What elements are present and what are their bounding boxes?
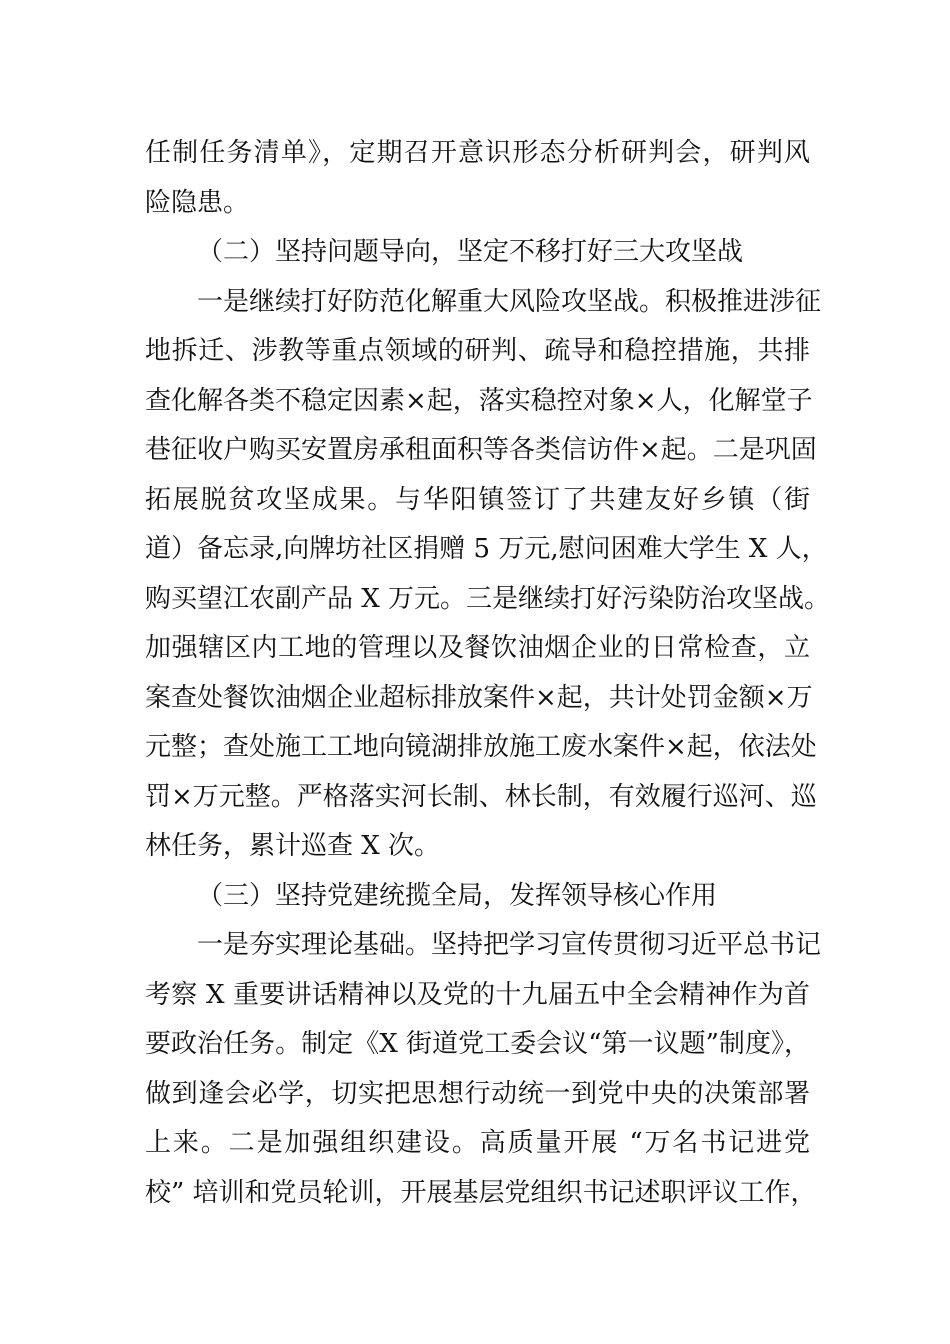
text-line: 一是继续打好防范化解重大风险攻坚战。积极推进涉征: [197, 287, 822, 317]
text-line: 拓展脱贫攻坚成果。与华阳镇签订了共建友好乡镇（街: [145, 485, 810, 515]
text-line: 元整；查处施工工地向镜湖排放施工废水案件×起，依法处: [145, 732, 817, 762]
text-line: 一是夯实理论基础。坚持把学习宣传贯彻习近平总书记: [197, 930, 822, 960]
text-line: 案查处餐饮油烟企业超标排放案件×起，共计处罚金额×万: [145, 683, 813, 713]
text-line: 上来。二是加强组织建设。高质量开展 “万名书记进党: [145, 1128, 810, 1158]
text-line: 地拆迁、涉教等重点领域的研判、疏导和稳控措施，共排: [145, 336, 810, 366]
text-line: 巷征收户购买安置房承租面积等各类信访件×起。二是巩固: [145, 435, 817, 465]
section-heading: （二）坚持问题导向，坚定不移打好三大攻坚战: [197, 237, 744, 267]
text-line: 林任务，累计巡查 X 次。: [145, 831, 441, 861]
text-line: 考察 X 重要讲话精神以及党的十九届五中全会精神作为首: [145, 980, 810, 1010]
text-line: 要政治任务。制定《X 街道党工委会议“第一议题”制度》，: [145, 1029, 810, 1059]
text-line: 做到逢会必学，切实把思想行动统一到党中央的决策部署: [145, 1079, 810, 1109]
text-line: 险隐患。: [145, 188, 250, 218]
text-line: 校” 培训和党员轮训，开展基层党组织书记述职评议工作，: [145, 1178, 817, 1208]
text-line: 查化解各类不稳定因素×起，落实稳控对象×人，化解堂子: [145, 386, 813, 416]
text-line: 购买望江农副产品 X 万元。三是继续打好污染防治攻坚战。: [145, 584, 831, 614]
text-line: 加强辖区内工地的管理以及餐饮油烟企业的日常检查，立: [145, 633, 810, 663]
text-line: 道）备忘录,向牌坊社区捐赠 5 万元,慰问困难大学生 X 人，: [145, 534, 828, 564]
section-heading: （三）坚持党建统揽全局，发挥领导核心作用: [197, 881, 718, 911]
text-line: 罚×万元整。严格落实河长制、林长制，有效履行巡河、巡: [145, 782, 817, 812]
text-line: 任制任务清单》，定期召开意识形态分析研判会，研判风: [145, 138, 810, 168]
